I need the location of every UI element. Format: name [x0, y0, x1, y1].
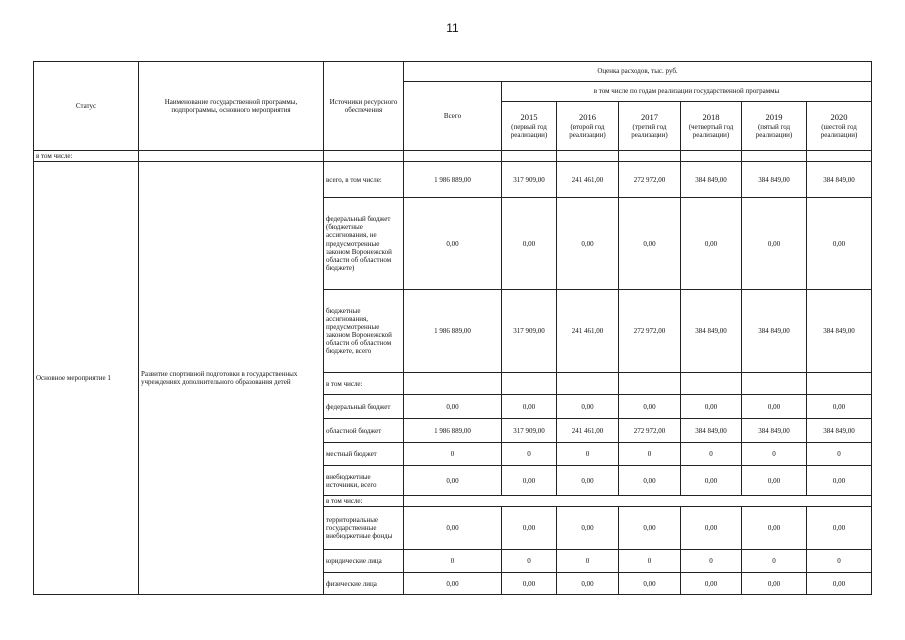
value-cell: 0 — [502, 443, 557, 466]
value-cell: 0 — [557, 550, 619, 573]
value-cell: 0,00 — [502, 573, 557, 595]
source-cell: областной бюджет — [324, 419, 404, 443]
status-header: Статус — [34, 62, 139, 151]
value-cell: 0,00 — [404, 198, 502, 290]
value-cell: 0,00 — [681, 198, 742, 290]
value-cell: 0 — [619, 550, 681, 573]
year-header-2019: 2019 (пятый год реализации) — [742, 102, 807, 151]
value-cell: 0,00 — [807, 507, 872, 550]
by-years-header: в том числе по годам реализации государственной программы — [502, 82, 872, 102]
value-cell: 0 — [742, 443, 807, 466]
value-cell: 0,00 — [619, 507, 681, 550]
value-cell: 0,00 — [557, 198, 619, 290]
value-cell: 317 909,00 — [502, 419, 557, 443]
value-cell: 0,00 — [557, 395, 619, 419]
value-cell: 0,00 — [807, 466, 872, 496]
value-cell: 0,00 — [742, 466, 807, 496]
value-cell: 0,00 — [742, 198, 807, 290]
year-header-2016: 2016 (второй год реализации) — [557, 102, 619, 151]
value-cell: 384 849,00 — [681, 162, 742, 198]
value-cell: 384 849,00 — [742, 162, 807, 198]
value-cell: 0,00 — [557, 573, 619, 595]
value-cell: 384 849,00 — [807, 419, 872, 443]
funding-source-header: Источники ресурсного обеспечения — [324, 62, 404, 151]
expense-estimate-header: Оценка расходов, тыс. руб. — [404, 62, 872, 82]
value-cell: 0,00 — [681, 573, 742, 595]
value-cell: 0 — [807, 443, 872, 466]
value-cell: 0,00 — [502, 466, 557, 496]
value-cell: 1 986 889,00 — [404, 290, 502, 373]
value-cell: 0,00 — [404, 395, 502, 419]
value-cell: 0 — [404, 443, 502, 466]
value-cell: 0,00 — [557, 466, 619, 496]
source-cell: внебюджетные источники, всего — [324, 466, 404, 496]
value-cell: 384 849,00 — [742, 419, 807, 443]
value-cell: 0 — [681, 550, 742, 573]
program-name-header: Наименование государственной программы, подпрограммы, основного мероприятия — [139, 62, 324, 151]
year-header-2015: 2015 (первый год реализации) — [502, 102, 557, 151]
value-cell: 241 461,00 — [557, 162, 619, 198]
year-header-2018: 2018 (четвертый год реализации) — [681, 102, 742, 151]
value-cell: 0,00 — [807, 395, 872, 419]
including-label: в том числе: — [34, 151, 139, 162]
value-cell: 317 909,00 — [502, 290, 557, 373]
value-cell: 0 — [742, 550, 807, 573]
value-cell: 1 986 889,00 — [404, 419, 502, 443]
value-cell: 384 849,00 — [807, 290, 872, 373]
value-cell: 1 986 889,00 — [404, 162, 502, 198]
source-cell: в том числе: — [324, 373, 404, 395]
value-cell: 0 — [807, 550, 872, 573]
value-cell: 384 849,00 — [807, 162, 872, 198]
value-cell: 0,00 — [619, 573, 681, 595]
value-cell: 241 461,00 — [557, 419, 619, 443]
value-cell: 384 849,00 — [681, 290, 742, 373]
source-cell: федеральный бюджет (бюджетные ассигнования, не предусмотренные законом Воронежской области об областном бюджете) — [324, 198, 404, 290]
value-cell: 0,00 — [807, 198, 872, 290]
value-cell: 0,00 — [619, 198, 681, 290]
value-cell: 0,00 — [619, 466, 681, 496]
value-cell: 0,00 — [742, 395, 807, 419]
value-cell: 0,00 — [404, 466, 502, 496]
value-cell: 0,00 — [681, 507, 742, 550]
value-cell: 0 — [681, 443, 742, 466]
value-cell: 0 — [404, 550, 502, 573]
value-cell: 0,00 — [681, 466, 742, 496]
value-cell: 0,00 — [404, 573, 502, 595]
expense-table — [33, 61, 872, 595]
source-cell: юридические лица — [324, 550, 404, 573]
source-cell: всего, в том числе: — [324, 162, 404, 198]
value-cell: 0,00 — [807, 573, 872, 595]
value-cell: 0,00 — [742, 507, 807, 550]
value-cell: 0,00 — [404, 507, 502, 550]
value-cell: 0,00 — [502, 395, 557, 419]
value-cell: 0,00 — [681, 395, 742, 419]
value-cell: 317 909,00 — [502, 162, 557, 198]
value-cell: 0,00 — [557, 507, 619, 550]
source-cell: территориальные государственные внебюджетные фонды — [324, 507, 404, 550]
year-header-2017: 2017 (третий год реализации) — [619, 102, 681, 151]
value-cell: 272 972,00 — [619, 419, 681, 443]
value-cell: 272 972,00 — [619, 162, 681, 198]
value-cell: 0 — [619, 443, 681, 466]
source-cell: в том числе: — [324, 496, 404, 507]
status-cell: Основное мероприятие 1 — [34, 162, 139, 595]
year-header-2020: 2020 (шестой год реализации) — [807, 102, 872, 151]
value-cell: 0,00 — [619, 395, 681, 419]
value-cell: 272 972,00 — [619, 290, 681, 373]
value-cell: 0 — [502, 550, 557, 573]
value-cell: 0,00 — [742, 573, 807, 595]
table-row — [34, 162, 872, 198]
total-header: Всего — [404, 82, 502, 151]
source-cell: физические лица — [324, 573, 404, 595]
value-cell: 0,00 — [502, 198, 557, 290]
page-number: 11 — [446, 21, 459, 35]
program-name-cell: Развитие спортивной подготовки в государственных учреждениях дополнительного образования детей — [139, 162, 324, 595]
value-cell: 384 849,00 — [742, 290, 807, 373]
value-cell: 384 849,00 — [681, 419, 742, 443]
source-cell: бюджетные ассигнования, предусмотренные законом Воронежской области об областном бюджете, всего — [324, 290, 404, 373]
source-cell: федеральный бюджет — [324, 395, 404, 419]
value-cell: 0 — [557, 443, 619, 466]
value-cell: 0,00 — [502, 507, 557, 550]
source-cell: местный бюджет — [324, 443, 404, 466]
value-cell: 241 461,00 — [557, 290, 619, 373]
